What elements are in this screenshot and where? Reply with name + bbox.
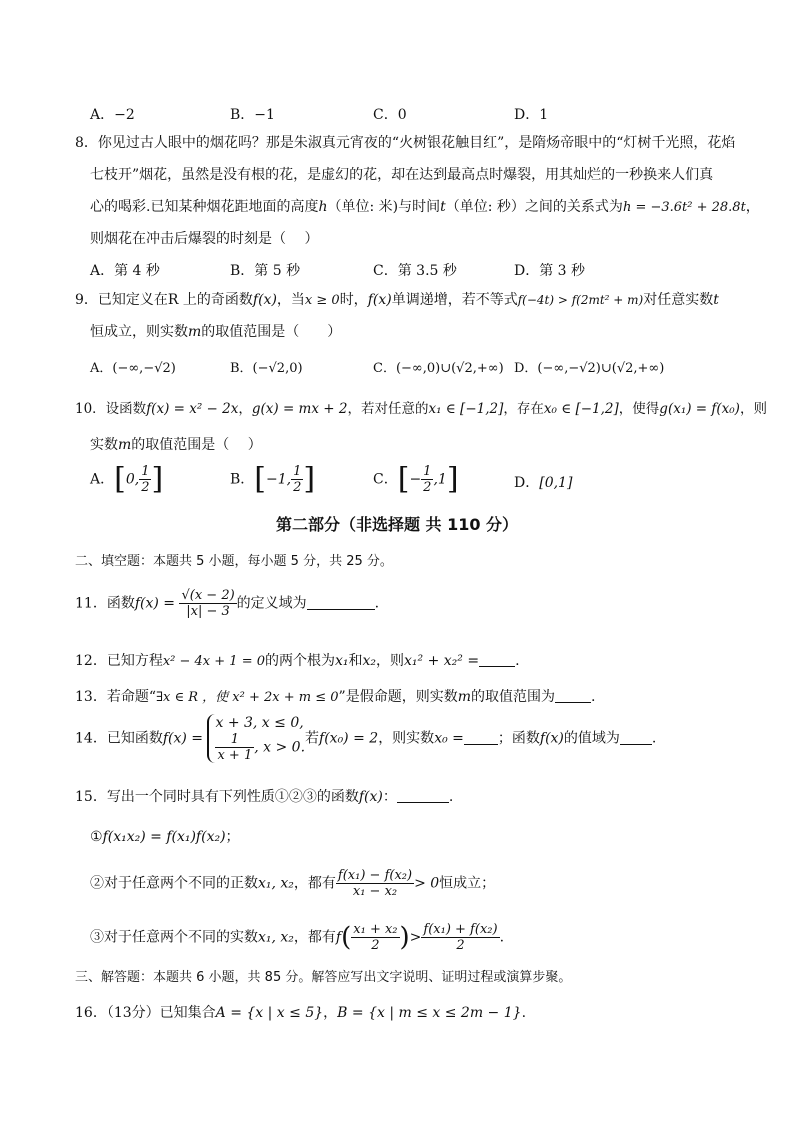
denominator: 2 [141,480,150,495]
q8-option-d[interactable]: D．第 3 秒 [514,263,586,279]
q10-option-c[interactable] [373,461,459,497]
q15-text: 15．写出一个同时具有下列性质①②③的函数 [75,789,359,805]
left-bracket: [ [254,461,267,497]
q8-text: （单位: 米)与时间 [327,199,441,215]
numerator: 1 [423,464,432,479]
q15-property-2 [90,868,495,899]
q15-relation: > 0 [414,875,440,892]
q15-text: ： [382,789,397,805]
q14-text: ；函数 [497,730,540,747]
q15-stem [75,786,453,806]
answer-blank[interactable] [464,730,498,745]
q9-inequality: f(−4t) > f(2mt² + m) [517,293,644,307]
q10-option-label: A． [90,471,115,488]
answer-blank[interactable] [397,788,449,803]
part-two-heading: 第二部分（非选择题 共 110 分） [275,515,519,534]
left-paren: ( [341,922,352,953]
q10-f-def: f(x) = x² − 2x [146,401,239,417]
q9-option-a[interactable]: A．(−∞,−√2) [90,361,176,376]
numerator: 1 [141,464,150,479]
q8-option-a[interactable]: A．第 4 秒 [90,263,160,279]
q15-p1-formula: f(x₁x₂) = f(x₁)f(x₂) [102,829,226,845]
q15-text: ③对于任意两个不同的实数 [90,929,258,946]
q10-option-label: C． [373,471,398,488]
q9-text: ，当 [276,292,305,308]
q16-text: ， [323,1005,338,1021]
q11-text: 的定义域为 [236,595,307,612]
q10-text: ， [238,401,252,417]
fraction [215,732,254,763]
q8-var-t: t [440,199,446,215]
answer-blank[interactable] [555,688,591,703]
q13-text: 的取值范围为 [470,689,555,705]
q14-fx: f(x) [539,730,564,747]
question-11 [75,588,379,619]
right-bracket: ] [151,461,164,497]
denominator: |x| − 3 [186,604,230,619]
q15-property-1 [90,826,240,846]
q8-var-h: h [318,199,328,215]
q15-text: ； [225,829,240,845]
q9-text: 的取值范围是（ ） [201,324,342,340]
q16-set-b: B = {x | m ≤ x ≤ 2m − 1} [337,1005,522,1021]
q14-text: 的值域为 [563,730,620,747]
q13-proposition: ∃x ∈ R ，使 x² + 2x + m ≤ 0 [155,690,339,705]
q10-text: ，则 [739,401,767,417]
q14-text: ，则实数 [378,730,435,747]
q15-text: 恒成立； [439,875,496,892]
q8-option-b[interactable]: B．第 5 秒 [230,263,301,279]
q12-x2: x₂ [362,653,377,669]
denominator: x₁ − x₂ [352,884,398,899]
answer-blank[interactable] [307,595,375,610]
q16-text: . [521,1005,527,1021]
denominator: 2 [456,938,465,953]
left-bracket: [ [397,461,410,497]
q15-relation: > [409,929,422,946]
q10-option-text: [0,1] [539,475,573,491]
q14-x0: x₀ = [434,730,464,747]
q13-text: ”是假命题，则实数 [338,689,458,705]
q14-text: 若 [305,730,320,747]
q8-text: 心的喝彩.已知某种烟花距地面的高度 [90,199,319,215]
q14-piecewise [207,714,305,763]
numerator: 1 [293,464,302,479]
q9-cond: x ≥ 0 [304,293,340,308]
numerator: x₁ + x₂ [353,922,398,937]
q15-p2-fraction [336,868,414,899]
q10-var-m: m [118,437,132,453]
numerator: 1 [215,732,254,748]
fraction [421,464,433,495]
q9-text: 时， [339,292,368,308]
denominator: 2 [423,480,432,495]
q12-text: . [515,653,520,669]
q10-g-def: g(x) = mx + 2 [251,401,348,417]
q14-case-2 [215,732,305,763]
q8-formula: h = −3.6t² + 28.8t [622,200,746,215]
section-two-title: 二、填空题：本题共 5 小题，每小题 5 分，共 25 分。 [75,554,393,569]
numerator: √(x − 2) [181,588,235,603]
q10-text: 10．设函数 [75,401,147,417]
q16-set-a: A = {x | x ≤ 5} [215,1005,324,1021]
numerator: f(x₁) − f(x₂) [337,868,413,883]
q14-fx: f(x) = [162,730,204,747]
q13-var-m: m [457,689,471,705]
q10-option-d[interactable] [514,472,572,492]
numerator: f(x₁) + f(x₂) [423,922,498,937]
q10-option-text: −1, [266,471,292,488]
q15-property-3 [90,922,504,953]
answer-blank[interactable] [479,652,515,667]
q10-text: 实数 [90,437,118,453]
q13-text: . [590,689,596,705]
q8-text: ， [745,199,760,215]
q15-text: ，都有 [293,929,336,946]
question-16 [75,1002,526,1022]
q9-fx: f(x) [252,292,277,308]
q8-text: （单位: 秒）之间的关系式为 [445,199,623,215]
q14-text: 14．已知函数 [75,730,163,747]
q10-x1-cond: x₁ ∈ [−1,2] [428,401,504,417]
q9-var-t: t [713,292,719,308]
q10-eq: g(x₁) = f(x₀) [659,401,740,417]
right-paren: ) [399,922,410,953]
q10-option-text: ,1 [433,471,447,488]
q7-option-c[interactable]: C．0 [373,107,407,123]
q10-option-label: D． [514,475,540,491]
q7-option-d[interactable]: D．1 [514,107,549,123]
q9-fx: f(x) [367,292,392,308]
q14-case-2-cond: , x > 0. [254,739,306,756]
q13-text: 13．若命题“ [75,689,156,705]
q11-fx: f(x) = [134,595,176,612]
q9-option-d[interactable]: D．(−∞,−√2)∪(√2,+∞) [514,361,665,376]
q16-text: 16．（13分）已知集合 [75,1005,216,1021]
q7-option-b[interactable]: B．−1 [230,107,275,123]
left-bracket: [ [114,461,126,497]
q11-fraction [179,588,236,619]
q14-case-1: x + 3, x ≤ 0, [215,715,304,731]
q8-line-2: 七枝开”烟花，虽然是没有根的花，是虚幻的花，却在达到最高点时爆裂，用其灿烂的一秒换来人们真 [90,167,714,183]
q12-text: 12．已知方程 [75,653,163,669]
q10-option-b[interactable] [230,461,316,497]
q15-vars: x₁, x₂ [258,875,294,892]
q9-option-c[interactable]: C．(−∞,0)∪(√2,+∞) [373,361,504,376]
question-13 [75,686,595,706]
q10-text: ，若对任意的 [347,401,429,417]
q14-text: . [651,730,657,747]
q10-x0-cond: x₀ ∈ [−1,2] [543,401,619,417]
denominator: 2 [293,480,302,495]
q15-vars: x₁, x₂ [258,929,294,946]
q10-option-text: − [409,471,422,488]
q9-var-m: m [188,324,202,340]
fraction [139,464,151,495]
question-14 [75,714,656,763]
q12-text: 和 [348,653,363,669]
q9-text: 9．已知定义在R 上的奇函数 [75,292,253,308]
q15-p3-fraction-2 [421,922,499,953]
q8-option-c[interactable]: C．第 3.5 秒 [373,263,457,279]
q10-option-label: B． [230,471,255,488]
right-bracket: ] [303,461,316,497]
q10-option-text: 0, [125,471,140,488]
q12-text: 的两个根为 [265,653,335,669]
question-12 [75,650,520,670]
section-three-title: 三、解答题：本题共 6 小题，共 85 分。解答应写出文字说明、证明过程或演算步聚。 [75,970,572,985]
q15-text: ① [90,829,103,845]
answer-blank[interactable] [620,730,652,745]
denominator: 2 [371,938,380,953]
q10-line-2 [90,436,262,454]
q10-line-1 [75,400,767,418]
q14-cond: f(x₀) = 2 [319,730,379,747]
q12-expr: x₁² + x₂² = [404,653,480,669]
q10-text: ，存在 [503,401,544,417]
q10-text: ，使得 [618,401,660,417]
q12-text: ，则 [376,653,405,669]
q15-fx: f(x) [358,789,383,805]
fraction [291,464,303,495]
q8-line-4: 则烟花在冲击后爆裂的时刻是（ ） [90,231,319,247]
q15-text: ，都有 [293,875,336,892]
q7-option-a[interactable]: A．−2 [90,107,135,123]
q10-option-a[interactable] [90,461,164,497]
denominator: x + 1 [217,748,253,763]
q12-x1: x₁ [335,653,349,669]
q12-eq: x² − 4x + 1 = 0 [162,654,265,669]
q11-text: . [374,595,380,612]
right-bracket: ] [446,461,459,497]
q9-text: 对任意实数 [643,292,714,308]
q15-p3-fraction-1 [351,922,399,953]
q15-text: . [448,789,454,805]
q8-line-3 [90,198,760,217]
q9-text: 单调递增，若不等式 [391,292,518,308]
q15-text: . [499,929,505,946]
q9-option-b[interactable]: B．(−√2,0) [230,361,303,376]
q15-f: f [335,929,342,946]
q15-text: ②对于任意两个不同的正数 [90,875,258,892]
q8-line-1: 8．你见过古人眼中的烟花吗？那是朱淑真元宵夜的“火树银花触目红”，是隋炀帝眼中的“灯树千光照，花焰 [75,135,736,151]
q9-line-1 [75,291,719,310]
q10-text: 的取值范围是（ ） [131,437,262,453]
q11-text: 11．函数 [75,595,135,612]
q9-line-2 [90,323,341,341]
q9-text: 恒成立，则实数 [90,324,188,340]
